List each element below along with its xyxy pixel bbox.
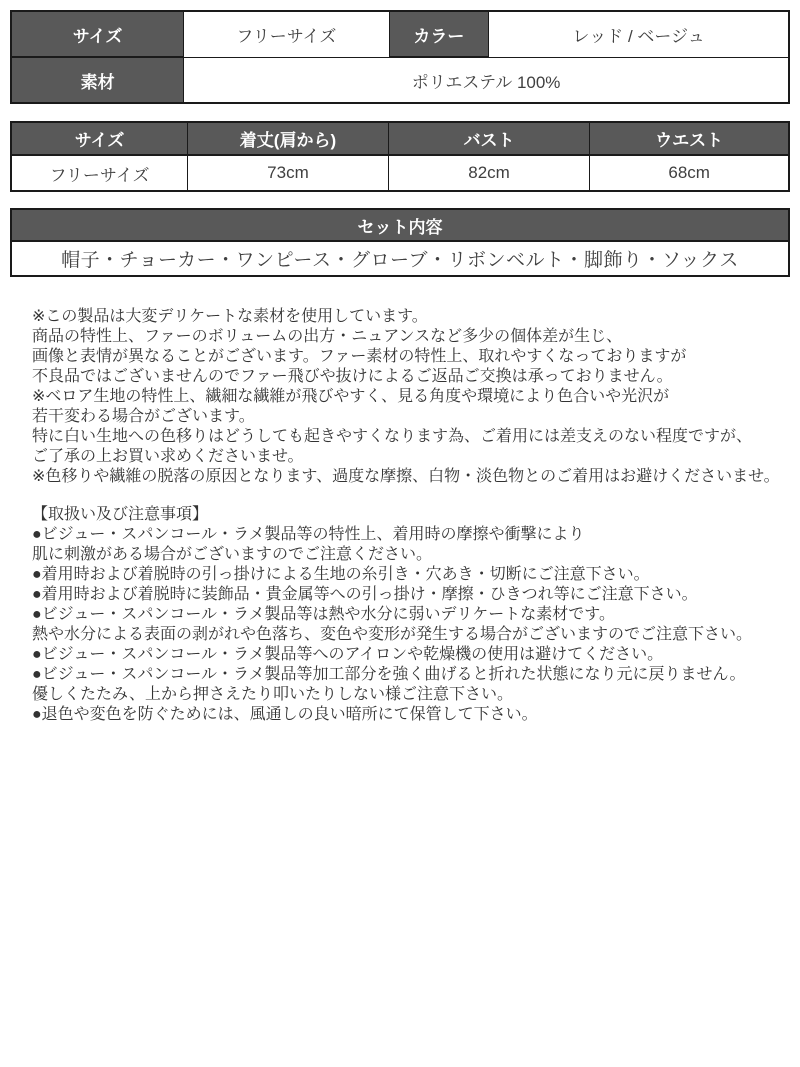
handling-notes	[32, 505, 785, 725]
meas-bust-header-cell: バスト	[388, 122, 590, 155]
meas-length-header-cell: 着丈(肩から)	[188, 122, 389, 155]
note-line: ●着用時および着脱時の引っ掛けによる生地の糸引き・穴あき・切断にご注意下さい。	[32, 566, 650, 583]
color-value-cell: レッド / ベージュ	[489, 11, 789, 57]
note-line: 特に白い生地への色移りはどうしても起きやすくなります為、ご着用には差支えのない程度ですが、	[32, 428, 753, 445]
size-value-cell: フリーサイズ	[184, 11, 389, 57]
note-line: ●ビジュー・スパンコール・ラメ製品等へのアイロンや乾燥機の使用は避けてください。	[32, 646, 664, 663]
note-line: 商品の特性上、ファーのボリュームの出方・ニュアンスなど多少の個体差が生じ、	[32, 328, 623, 345]
table-row	[11, 241, 789, 276]
note-line: ●退色や変色を防ぐためには、風通しの良い暗所にて保管して下さい。	[32, 706, 538, 723]
meas-waist-value-cell: 68cm	[590, 155, 789, 191]
note-line: ●ビジュー・スパンコール・ラメ製品等加工部分を強く曲げると折れた状態になり元に戻りません。	[32, 666, 746, 683]
note-line: ※色移りや繊維の脱落の原因となります、過度な摩擦、白物・淡色物とのご着用はお避けくださいませ。	[32, 468, 780, 485]
note-line: 不良品ではございませんのでファー飛びや抜けによるご返品ご交換は承っておりません。	[32, 368, 673, 385]
material-value-cell: ポリエステル 100%	[184, 57, 789, 103]
note-line: ●着用時および着脱時に装飾品・貴金属等への引っ掛け・摩擦・ひきつれ等にご注意下さい。	[32, 586, 698, 603]
size-header-cell: サイズ	[11, 11, 184, 57]
material-header-cell: 素材	[11, 57, 184, 103]
set-contents-value-cell: 帽子・チョーカー・ワンピース・グローブ・リボンベルト・脚飾り・ソックス	[11, 241, 789, 276]
note-line: ●ビジュー・スパンコール・ラメ製品等は熱や水分に弱いデリケートな素材です。	[32, 606, 615, 623]
meas-bust-value-cell: 82cm	[388, 155, 590, 191]
color-header-cell: カラー	[389, 11, 489, 57]
note-line: 若干変わる場合がございます。	[32, 408, 255, 425]
table-header-row	[11, 209, 789, 241]
table-header-row	[11, 122, 789, 155]
note-line: ご了承の上お買い求めくださいませ。	[32, 448, 304, 465]
table-row	[11, 11, 789, 57]
note-line: 肌に刺激がある場合がございますのでご注意ください。	[32, 546, 433, 563]
meas-waist-header-cell: ウエスト	[590, 122, 789, 155]
meas-size-header-cell: サイズ	[11, 122, 188, 155]
note-line: 熱や水分による表面の剥がれや色落ち、変色や変形が発生する場合がございますのでご注意下さい。	[32, 626, 753, 643]
note-line: ●ビジュー・スパンコール・ラメ製品等の特性上、着用時の摩擦や衝撃により	[32, 526, 585, 543]
table-row	[11, 57, 789, 103]
fabric-notes	[32, 307, 785, 487]
note-line: ※この製品は大変デリケートな素材を使用しています。	[32, 308, 428, 325]
note-line: ※ベロア生地の特性上、繊細な繊維が飛びやすく、見る角度や環境により色合いや光沢が	[32, 388, 670, 405]
set-contents-header-cell: セット内容	[11, 209, 789, 241]
note-line: 優しくたたみ、上から押さえたり叩いたりしない様ご注意下さい。	[32, 686, 513, 703]
set-contents-table	[10, 208, 790, 277]
meas-size-value-cell: フリーサイズ	[11, 155, 188, 191]
table-row	[11, 155, 789, 191]
handling-notes-title: 【取扱い及び注意事項】	[32, 506, 209, 523]
measurements-table	[10, 121, 790, 192]
note-line: 画像と表情が異なることがございます。ファー素材の特性上、取れやすくなっておりますが	[32, 348, 687, 365]
care-notes	[32, 307, 785, 725]
size-color-material-table	[10, 10, 790, 104]
meas-length-value-cell: 73cm	[188, 155, 389, 191]
